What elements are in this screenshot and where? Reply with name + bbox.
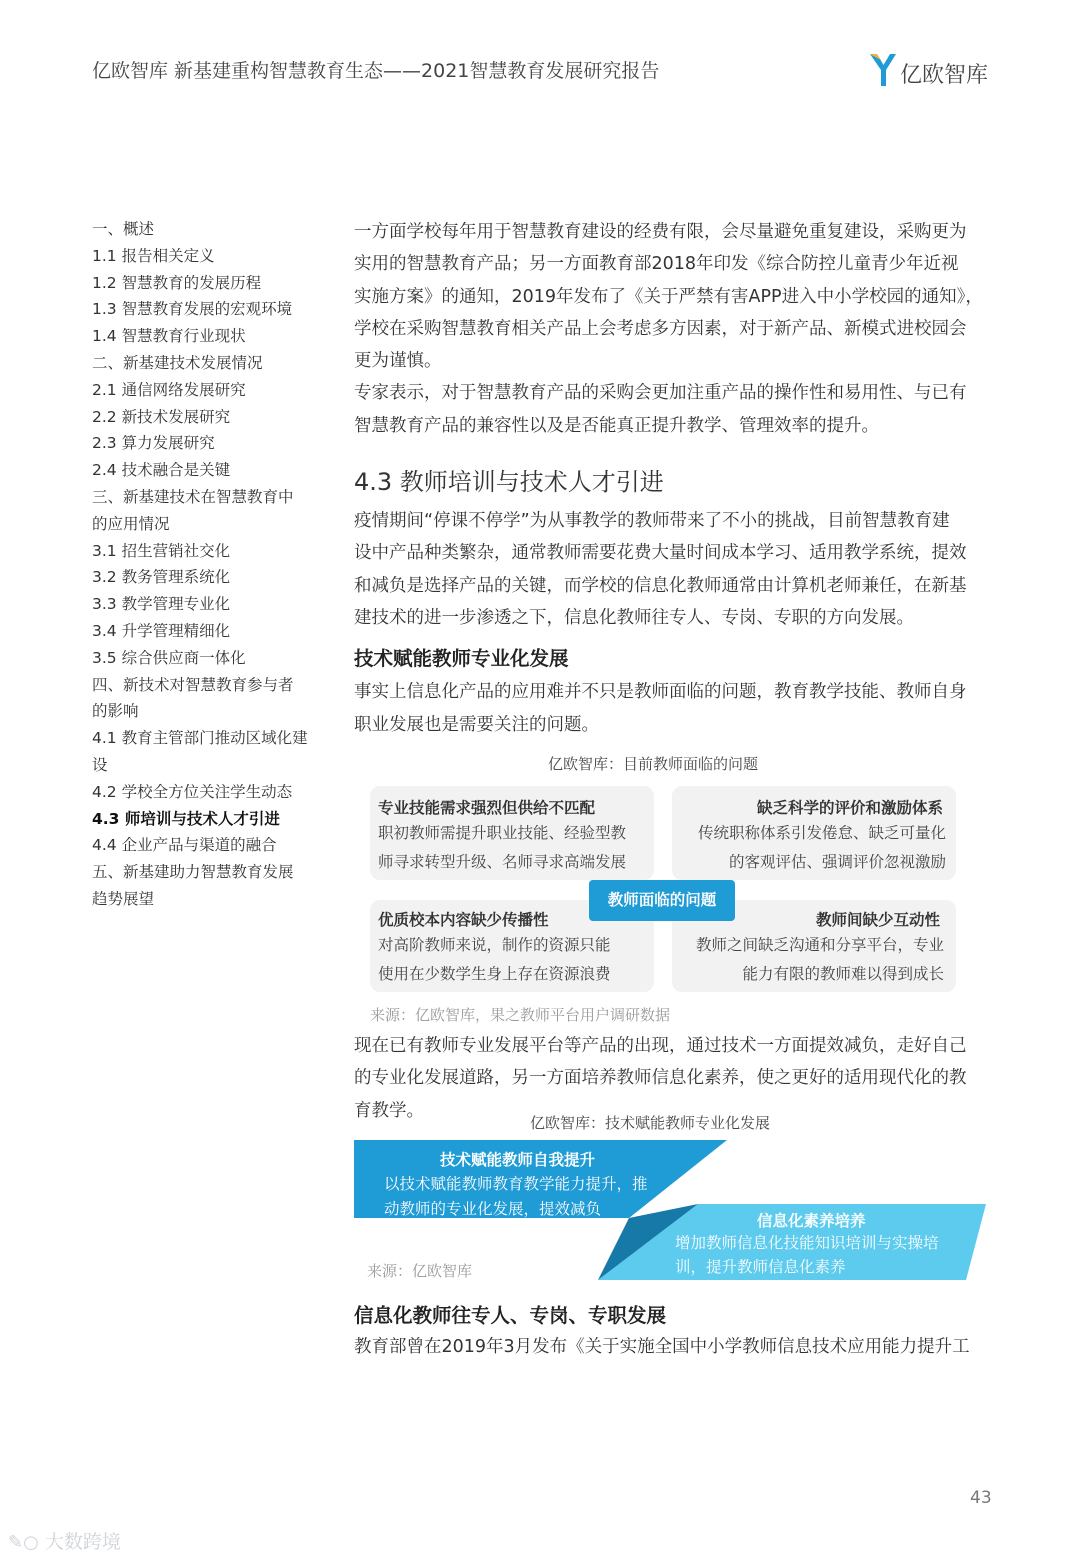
watermark-icon: ✎○	[8, 1532, 39, 1553]
text-line: 职业发展也是需要关注的问题。	[354, 714, 599, 735]
toc-item[interactable]: 2.3 算力发展研究	[92, 434, 215, 453]
toc-item[interactable]: 3.4 升学管理精细化	[92, 621, 231, 640]
text-line: 专家表示，对于智慧教育产品的采购会更加注重产品的操作性和易用性、与已有	[354, 383, 967, 404]
text-line: 疫情期间“停课不停学”为从事教学的教师带来了不小的挑战，目前智慧教育建	[354, 511, 950, 532]
card-text: 教师之间缺乏沟通和分享平台，专业 能力有限的教师难以得到成长	[695, 936, 944, 983]
toc-item[interactable]: 2.2 新技术发展研究	[92, 407, 231, 426]
center-badge: 教师面临的问题	[589, 880, 735, 921]
section-title: 4.3 教师培训与技术人才引进	[354, 468, 664, 497]
text-line: 学校在采购智慧教育相关产品上会考虑多方因素，对于新产品、新模式进校园会	[354, 318, 967, 339]
text-line: 智慧教育产品的兼容性以及是否能真正提升教学、管理效率的提升。	[354, 415, 879, 436]
paragraph-procurement	[354, 216, 994, 377]
logo-text: 亿欧智库	[900, 63, 989, 88]
block1-text: 以技术赋能教师教育教学能力提升，推 动教师的专业化发展，提效减负	[384, 1175, 648, 1218]
toc-item[interactable]: 3.1 招生营销社交化	[92, 541, 231, 560]
card-title: 专业技能需求强烈但供给不匹配	[378, 799, 596, 817]
text-line: 实用的智慧教育产品；另一方面教育部2018年印发《综合防控儿童青少年近视	[354, 254, 959, 275]
card-title: 教师间缺少互动性	[815, 911, 940, 929]
text-line: 教育部曾在2019年3月发布《关于实施全国中小学教师信息技术应用能力提升工	[354, 1337, 970, 1357]
report-header-title: 亿欧智库 新基建重构智慧教育生态——2021智慧教育发展研究报告	[92, 60, 660, 82]
text-line: 设中产品种类繁杂，通常教师需要花费大量时间成本学习、适用教学系统，提效	[354, 543, 967, 564]
toc-item[interactable]: 1.4 智慧教育行业现状	[92, 327, 246, 346]
toc-item[interactable]: 4.1 教育主管部门推动区域化建	[92, 729, 308, 748]
table-of-contents	[92, 216, 324, 913]
toc-item[interactable]: 1.3 智慧教育发展的宏观环境	[92, 300, 293, 319]
text-line: 和减负是选择产品的关键，而学校的信息化教师通常由计算机老师兼任，在新基	[354, 575, 967, 596]
subsection-title-info-teachers: 信息化教师往专人、专岗、专职发展	[354, 1304, 667, 1327]
text-line: 实施方案》的通知，2019年发布了《关于严禁有害APP进入中小学校园的通知》，	[354, 286, 983, 307]
block1-title: 技术赋能教师自我提升	[440, 1151, 596, 1169]
text-line: 建技术的进一步渗透之下，信息化教师往专人、专岗、专职的方向发展。	[354, 607, 914, 628]
toc-item[interactable]: 1.1 报告相关定义	[92, 246, 215, 265]
toc-item[interactable]: 的应用情况	[92, 514, 170, 533]
card-title: 优质校本内容缺少传播性	[378, 911, 549, 929]
toc-item[interactable]: 设	[92, 755, 108, 774]
toc-item[interactable]: 三、新基建技术在智慧教育中	[92, 487, 294, 506]
figure1-source: 来源：亿欧智库，果之教师平台用户调研数据	[370, 1006, 671, 1024]
toc-item[interactable]: 3.3 教学管理专业化	[92, 595, 231, 614]
text-line: 一方面学校每年用于智慧教育建设的经费有限，会尽量避免重复建设，采购更为	[354, 222, 967, 242]
watermark: ✎○ 大数跨境	[8, 1531, 121, 1553]
figure1-title: 亿欧智库：目前教师面临的问题	[548, 755, 759, 773]
toc-item[interactable]: 二、新基建技术发展情况	[92, 353, 263, 372]
toc-item[interactable]: 趋势展望	[92, 889, 155, 908]
toc-item[interactable]: 2.1 通信网络发展研究	[92, 380, 246, 399]
block2-text: 增加教师信息化技能知识培训与实操培 训，提升教师信息化素养	[675, 1234, 939, 1276]
figure2-title: 亿欧智库：技术赋能教师专业化发展	[530, 1114, 771, 1132]
text-line: 的专业化发展道路，另一方面培养教师信息化素养，使之更好的适用现代化的教	[354, 1068, 967, 1089]
card-title: 缺乏科学的评价和激励体系	[756, 799, 943, 817]
text-line: 事实上信息化产品的应用难并不只是教师面临的问题，教育教学技能、教师自身	[354, 682, 967, 703]
page-number: 43	[970, 1488, 992, 1508]
paragraph-expert-opinion	[354, 377, 994, 442]
subsection-title-empowerment: 技术赋能教师专业化发展	[354, 647, 569, 671]
toc-item[interactable]: 4.3 师培训与技术人才引进	[92, 809, 280, 828]
toc-item[interactable]: 的影响	[92, 702, 139, 721]
toc-item[interactable]: 4.4 企业产品与渠道的融合	[92, 836, 277, 855]
text-line: 更为谨慎。	[354, 351, 442, 372]
toc-item[interactable]: 1.2 智慧教育的发展历程	[92, 273, 262, 292]
card-text: 传统职称体系引发倦怠、缺乏可量化 的客观评估、强调评价忽视激励	[697, 824, 946, 871]
toc-item[interactable]: 四、新技术对智慧教育参与者	[92, 675, 294, 694]
toc-item[interactable]: 3.2 教务管理系统化	[92, 568, 231, 587]
text-line: 育教学。	[354, 1100, 424, 1121]
main-content	[354, 216, 994, 741]
paragraph-epidemic	[354, 505, 994, 634]
toc-item[interactable]: 一、概述	[92, 220, 155, 238]
figure2-source: 来源：亿欧智库	[367, 1262, 473, 1280]
toc-item[interactable]: 3.5 综合供应商一体化	[92, 648, 246, 667]
toc-item[interactable]: 2.4 技术融合是关键	[92, 461, 231, 480]
logo-icon	[868, 50, 898, 90]
text-line: 现在已有教师专业发展平台等产品的出现，通过技术一方面提效减负，走好自己	[354, 1036, 967, 1056]
paragraph-ministry	[354, 1331, 994, 1363]
card-text: 对高阶教师来说，制作的资源只能 使用在少数学生身上存在资源浪费	[378, 936, 611, 983]
paragraph-teacher-problems	[354, 676, 994, 741]
card-text: 职初教师需提升职业技能、经验型教 师寻求转型升级、名师寻求高端发展	[378, 824, 627, 871]
toc-item[interactable]: 4.2 学校全方位关注学生动态	[92, 782, 293, 801]
block2-title: 信息化素养培养	[757, 1212, 866, 1230]
toc-item[interactable]: 五、新基建助力智慧教育发展	[92, 863, 294, 882]
logo	[868, 50, 993, 90]
